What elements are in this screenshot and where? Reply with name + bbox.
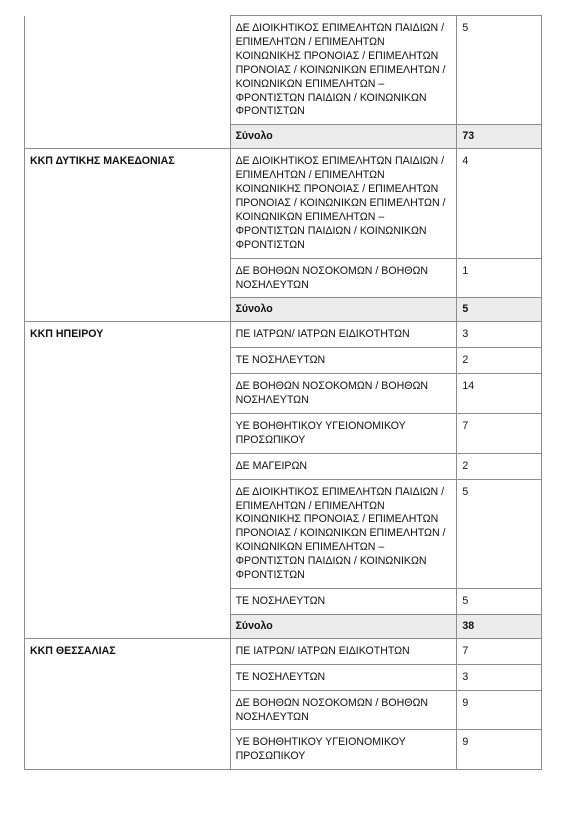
count-cell: 5 bbox=[457, 16, 542, 125]
total-label-cell: Σύνολο bbox=[230, 614, 457, 638]
specialty-cell: ΤΕ ΝΟΣΗΛΕΥΤΩΝ bbox=[230, 348, 457, 374]
unit-cell: ΚΚΠ ΗΠΕΙΡΟΥ bbox=[25, 322, 231, 348]
total-row bbox=[25, 298, 542, 322]
count-cell: 2 bbox=[457, 453, 542, 479]
unit-cell bbox=[25, 16, 231, 125]
positions-table bbox=[24, 15, 542, 770]
specialty-cell: ΤΕ ΝΟΣΗΛΕΥΤΩΝ bbox=[230, 664, 457, 690]
specialty-cell: ΥΕ ΒΟΗΘΗΤΙΚΟΥ ΥΓΕΙΟΝΟΜΙΚΟΥ ΠΡΟΣΩΠΙΚΟΥ bbox=[230, 413, 457, 453]
count-cell: 5 bbox=[457, 479, 542, 588]
unit-cell bbox=[25, 664, 231, 690]
count-cell: 9 bbox=[457, 730, 542, 770]
count-cell: 3 bbox=[457, 322, 542, 348]
table-row bbox=[25, 348, 542, 374]
specialty-cell: ΔΕ ΜΑΓΕΙΡΩΝ bbox=[230, 453, 457, 479]
total-label-cell: Σύνολο bbox=[230, 298, 457, 322]
specialty-cell: ΠΕ ΙΑΤΡΩΝ/ ΙΑΤΡΩΝ ΕΙΔΙΚΟΤΗΤΩΝ bbox=[230, 322, 457, 348]
count-cell: 1 bbox=[457, 258, 542, 298]
table-row bbox=[25, 322, 542, 348]
unit-cell: ΚΚΠ ΔΥΤΙΚΗΣ ΜΑΚΕΔΟΝΙΑΣ bbox=[25, 149, 231, 258]
total-row bbox=[25, 614, 542, 638]
table-row bbox=[25, 413, 542, 453]
unit-cell: ΚΚΠ ΘΕΣΣΑΛΙΑΣ bbox=[25, 638, 231, 664]
count-cell: 5 bbox=[457, 589, 542, 615]
specialty-cell: ΔΕ ΒΟΗΘΩΝ ΝΟΣΟΚΟΜΩΝ / ΒΟΗΘΩΝ ΝΟΣΗΛΕΥΤΩΝ bbox=[230, 258, 457, 298]
table-row bbox=[25, 730, 542, 770]
table-row bbox=[25, 16, 542, 125]
table-row bbox=[25, 664, 542, 690]
unit-cell bbox=[25, 258, 231, 298]
unit-cell bbox=[25, 374, 231, 414]
count-cell: 4 bbox=[457, 149, 542, 258]
table-row bbox=[25, 690, 542, 730]
table-row bbox=[25, 638, 542, 664]
unit-cell bbox=[25, 479, 231, 588]
specialty-cell: ΔΕ ΔΙΟΙΚΗΤΙΚΟΣ ΕΠΙΜΕΛΗΤΩΝ ΠΑΙΔΙΩΝ / ΕΠΙΜΕΛΗΤΩΝ / ΕΠΙΜΕΛΗΤΩΝ ΚΟΙΝΩΝΙΚΗΣ ΠΡΟΝΟΙΑΣ / ΕΠΙΜΕΛΗΤΩΝ ΠΡΟΝΟΙΑΣ / ΚΟΙΝΩΝΙΚΩΝ ΕΠΙΜΕΛΗΤΩΝ / ΚΟΙΝΩΝΙΚΩΝ ΕΠΙΜΕΛΗΤΩΝ – ΦΡΟΝΤΙΣΤΩΝ ΠΑΙΔΙΩΝ / ΚΟΙΝΩΝΙΚΩΝ ΦΡΟΝΤΙΣΤΩΝ bbox=[230, 16, 457, 125]
specialty-cell: ΤΕ ΝΟΣΗΛΕΥΤΩΝ bbox=[230, 589, 457, 615]
count-cell: 9 bbox=[457, 690, 542, 730]
count-cell: 14 bbox=[457, 374, 542, 414]
table-row bbox=[25, 258, 542, 298]
count-cell: 3 bbox=[457, 664, 542, 690]
specialty-cell: ΔΕ ΒΟΗΘΩΝ ΝΟΣΟΚΟΜΩΝ / ΒΟΗΘΩΝ ΝΟΣΗΛΕΥΤΩΝ bbox=[230, 374, 457, 414]
unit-cell bbox=[25, 589, 231, 615]
unit-cell bbox=[25, 413, 231, 453]
table-row bbox=[25, 479, 542, 588]
table-row bbox=[25, 374, 542, 414]
specialty-cell: ΠΕ ΙΑΤΡΩΝ/ ΙΑΤΡΩΝ ΕΙΔΙΚΟΤΗΤΩΝ bbox=[230, 638, 457, 664]
total-label-cell: Σύνολο bbox=[230, 125, 457, 149]
count-cell: 7 bbox=[457, 638, 542, 664]
unit-cell bbox=[25, 690, 231, 730]
specialty-cell: ΔΕ ΒΟΗΘΩΝ ΝΟΣΟΚΟΜΩΝ / ΒΟΗΘΩΝ ΝΟΣΗΛΕΥΤΩΝ bbox=[230, 690, 457, 730]
unit-cell bbox=[25, 298, 231, 322]
unit-cell bbox=[25, 348, 231, 374]
table-row bbox=[25, 589, 542, 615]
unit-cell bbox=[25, 730, 231, 770]
specialty-cell: ΥΕ ΒΟΗΘΗΤΙΚΟΥ ΥΓΕΙΟΝΟΜΙΚΟΥ ΠΡΟΣΩΠΙΚΟΥ bbox=[230, 730, 457, 770]
total-count-cell: 38 bbox=[457, 614, 542, 638]
positions-table-body bbox=[25, 16, 542, 770]
total-count-cell: 5 bbox=[457, 298, 542, 322]
unit-cell bbox=[25, 614, 231, 638]
unit-cell bbox=[25, 453, 231, 479]
total-count-cell: 73 bbox=[457, 125, 542, 149]
table-row bbox=[25, 149, 542, 258]
specialty-cell: ΔΕ ΔΙΟΙΚΗΤΙΚΟΣ ΕΠΙΜΕΛΗΤΩΝ ΠΑΙΔΙΩΝ / ΕΠΙΜΕΛΗΤΩΝ / ΕΠΙΜΕΛΗΤΩΝ ΚΟΙΝΩΝΙΚΗΣ ΠΡΟΝΟΙΑΣ / ΕΠΙΜΕΛΗΤΩΝ ΠΡΟΝΟΙΑΣ / ΚΟΙΝΩΝΙΚΩΝ ΕΠΙΜΕΛΗΤΩΝ / ΚΟΙΝΩΝΙΚΩΝ ΕΠΙΜΕΛΗΤΩΝ – ΦΡΟΝΤΙΣΤΩΝ ΠΑΙΔΙΩΝ / ΚΟΙΝΩΝΙΚΩΝ ΦΡΟΝΤΙΣΤΩΝ bbox=[230, 479, 457, 588]
total-row bbox=[25, 125, 542, 149]
table-row bbox=[25, 453, 542, 479]
count-cell: 2 bbox=[457, 348, 542, 374]
unit-cell bbox=[25, 125, 231, 149]
specialty-cell: ΔΕ ΔΙΟΙΚΗΤΙΚΟΣ ΕΠΙΜΕΛΗΤΩΝ ΠΑΙΔΙΩΝ / ΕΠΙΜΕΛΗΤΩΝ / ΕΠΙΜΕΛΗΤΩΝ ΚΟΙΝΩΝΙΚΗΣ ΠΡΟΝΟΙΑΣ / ΕΠΙΜΕΛΗΤΩΝ ΠΡΟΝΟΙΑΣ / ΚΟΙΝΩΝΙΚΩΝ ΕΠΙΜΕΛΗΤΩΝ / ΚΟΙΝΩΝΙΚΩΝ ΕΠΙΜΕΛΗΤΩΝ – ΦΡΟΝΤΙΣΤΩΝ ΠΑΙΔΙΩΝ / ΚΟΙΝΩΝΙΚΩΝ ΦΡΟΝΤΙΣΤΩΝ bbox=[230, 149, 457, 258]
count-cell: 7 bbox=[457, 413, 542, 453]
